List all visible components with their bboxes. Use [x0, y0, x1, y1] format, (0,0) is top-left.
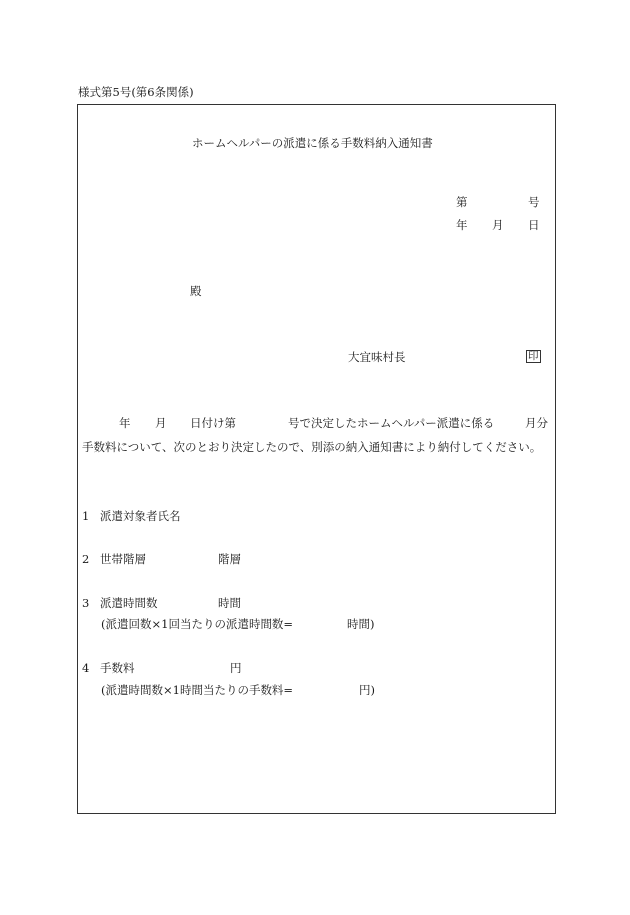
item-4-label: 手数料	[100, 661, 135, 675]
item-3-label: 派遣時間数	[100, 596, 158, 610]
item-2-label: 世帯階層	[100, 552, 146, 566]
item-3-number: 3	[82, 596, 90, 610]
form-number-label: 様式第5号(第6条関係)	[78, 85, 194, 99]
body-month: 月	[155, 416, 167, 430]
body-month-portion: 月分	[525, 416, 548, 430]
issuer-name: 大宜味村長	[348, 350, 406, 364]
item-1-label: 派遣対象者氏名	[100, 509, 181, 523]
addressee-suffix: 殿	[190, 284, 202, 298]
body-line-2: 手数料について、次のとおり決定したので、別添の納入通知書により納付してください。	[82, 440, 542, 454]
body-year: 年	[119, 416, 131, 430]
item-4-number: 4	[82, 661, 90, 675]
date-year: 年	[456, 218, 468, 232]
doc-number-go: 号	[528, 195, 540, 209]
item-1-number: 1	[82, 509, 90, 523]
seal-stamp: 印	[528, 350, 539, 362]
item-2-suffix: 階層	[218, 552, 241, 566]
date-month: 月	[492, 218, 504, 232]
document-title: ホームヘルパーの派遣に係る手数料納入通知書	[192, 136, 433, 150]
item-3-note-end: 時間)	[347, 617, 375, 631]
doc-number-dai: 第	[456, 195, 468, 209]
notice-frame	[77, 104, 556, 814]
body-decided: 号で決定したホームヘルパー派遣に係る	[288, 416, 495, 430]
item-2-number: 2	[82, 552, 90, 566]
body-dated-number: 日付け第	[190, 416, 236, 430]
item-4-suffix: 円	[230, 661, 242, 675]
item-4-note-start: (派遣時間数×1時間当たりの手数料=	[101, 683, 294, 697]
item-3-note-start: (派遣回数×1回当たりの派遣時間数=	[101, 617, 294, 631]
item-3-suffix: 時間	[218, 596, 241, 610]
date-day: 日	[528, 218, 540, 232]
item-4-note-end: 円)	[359, 683, 375, 697]
